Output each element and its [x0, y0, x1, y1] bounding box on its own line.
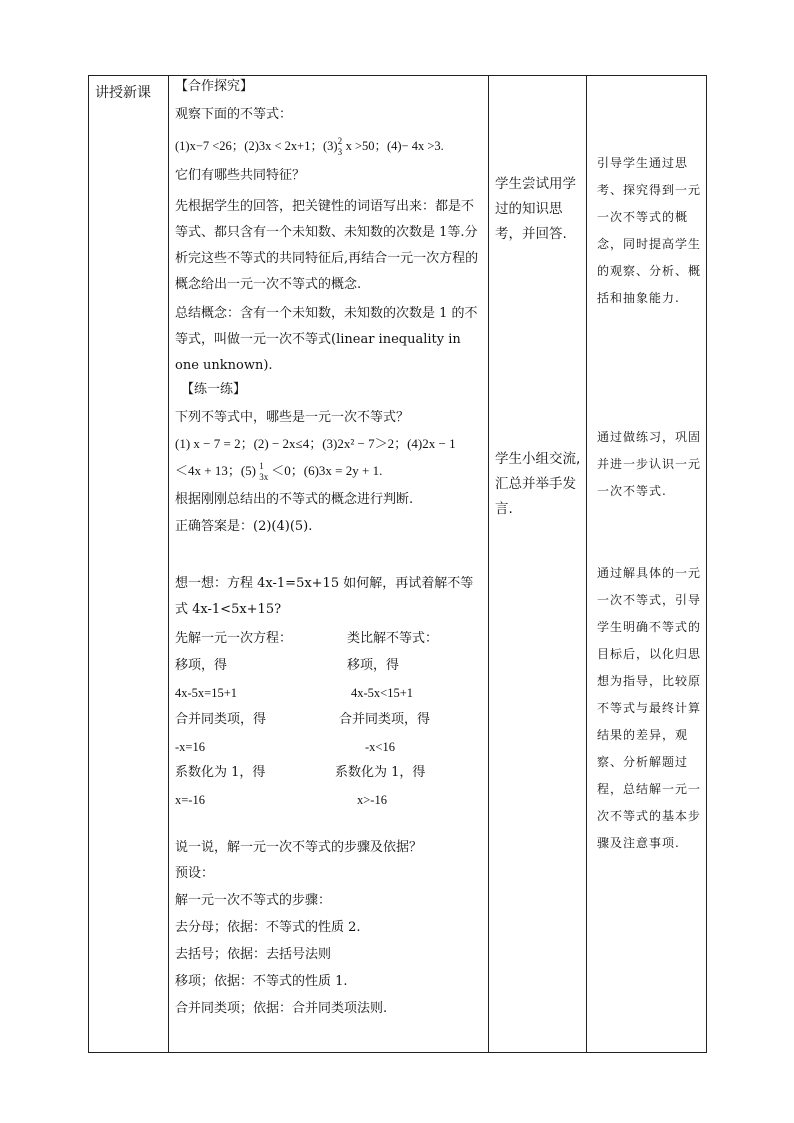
lesson-table	[88, 75, 707, 1053]
step-item: 合并同类项；依据：合并同类项法则.	[175, 1001, 388, 1016]
paragraph-concept: 总结概念：含有一个未知数，未知数的次数是 1 的不等式，叫做一元一次不等式(linear inequality in one unknown).	[175, 306, 478, 373]
practice-line-2a: ＜4x + 13；(5)	[175, 463, 260, 478]
observe-text: 观察下面的不等式：	[175, 107, 293, 122]
solve-row	[175, 765, 426, 781]
examples-part1: (1)x−7 <26；(2)3x < 2x+1；(3)	[175, 139, 338, 153]
intent-3: 通过解具体的一元一次不等式，引导学生明确不等式的目标后，以化归思想为指导，比较原不等式与最终计算结果的差异，观察、分析解题过程，总结解一元一次不等式的基本步骤及注意事项.	[597, 566, 702, 850]
practice-line-2b: ＜0；(6)3x = 2y + 1.	[271, 463, 383, 478]
solve-left: 系数化为 1，得	[175, 765, 266, 780]
step-item: 移项；依据：不等式的性质 1.	[175, 974, 348, 989]
solve-right: 移项，得	[347, 658, 400, 673]
fraction-denominator: 3x	[259, 472, 269, 483]
preset-text: 预设：	[175, 866, 215, 881]
fraction-numerator: 1	[259, 461, 264, 472]
fraction-one-over-3x	[259, 461, 271, 483]
steps-title: 解一元一次不等式的步骤：	[175, 893, 332, 908]
solve-right: 类比解不等式：	[347, 631, 439, 646]
solve-row	[175, 739, 395, 755]
student-answer-2: 学生小组交流,汇总并举手发言.	[495, 451, 581, 517]
teacher-activity-cell	[169, 76, 488, 1052]
student-activity-cell	[489, 76, 586, 1052]
solve-row	[175, 631, 439, 647]
judge-text: 根据刚刚总结出的不等式的概念进行判断.	[175, 492, 414, 507]
solve-left: 合并同类项，得	[175, 712, 267, 727]
solve-right: x>-16	[357, 793, 387, 807]
solve-row	[175, 792, 387, 808]
design-intent-cell	[587, 76, 706, 1052]
solve-right: 4x-5x<15+1	[351, 686, 414, 700]
section-cell	[89, 76, 168, 1052]
practice-line-1: (1) x − 7 = 2；(2) − 2x≤4；(3)2x² − 7＞2；(4)2x − 1	[175, 436, 456, 451]
fraction-two-thirds	[337, 136, 346, 158]
say-text: 说一说，解一元一次不等式的步骤及依据？	[175, 840, 423, 855]
fraction-numerator: 2	[337, 136, 343, 147]
section-label: 讲授新课	[95, 85, 151, 101]
solve-row	[175, 685, 414, 701]
step-item: 去括号；依据：去括号法则	[175, 947, 332, 962]
heading-practice: 【练一练】	[181, 382, 247, 397]
practice-line-2	[175, 461, 383, 483]
step-item: 去分母；依据：不等式的性质 2.	[175, 920, 361, 935]
examples-part2: x >50；(4)− 4x >3.	[345, 139, 444, 153]
solve-right: -x<16	[365, 740, 395, 754]
answer-text: 正确答案是：(2)(4)(5).	[175, 519, 313, 534]
solve-left: -x=16	[175, 740, 205, 754]
solve-left: 4x-5x=15+1	[175, 686, 238, 700]
solve-left: 移项，得	[175, 658, 228, 673]
solve-left: x=-16	[175, 793, 205, 807]
intent-1: 引导学生通过思考、探究得到一元一次不等式的概念，同时提高学生的观察、分析、概括和抽象能力.	[597, 156, 702, 305]
question-which: 下列不等式中，哪些是一元一次不等式？	[175, 410, 410, 425]
question-features: 它们有哪些共同特征？	[175, 168, 306, 183]
solve-right: 系数化为 1，得	[335, 765, 426, 780]
think-text: 想一想：方程 4x-1=5x+15 如何解，再试着解不等式 4x-1<5x+15?	[175, 576, 474, 617]
examples-line	[175, 136, 444, 158]
intent-2: 通过做练习，巩固并进一步认识一元一次不等式.	[597, 430, 702, 498]
solve-row	[175, 658, 400, 674]
solve-right: 合并同类项，得	[339, 712, 431, 727]
paragraph-common-features: 先根据学生的回答，把关键性的词语写出来：都是不等式、都只含有一个未知数、未知数的次数是 1等.分析完这些不等式的共同特征后,再结合一元一次方程的概念给出一元一次不等式的概念.	[175, 199, 479, 292]
student-answer-1: 学生尝试用学过的知识思考，并回答.	[495, 176, 576, 242]
solve-row	[175, 712, 431, 728]
heading-cooperate: 【合作探究】	[175, 79, 254, 94]
solve-left: 先解一元一次方程：	[175, 631, 293, 646]
fraction-denominator: 3	[337, 147, 343, 158]
